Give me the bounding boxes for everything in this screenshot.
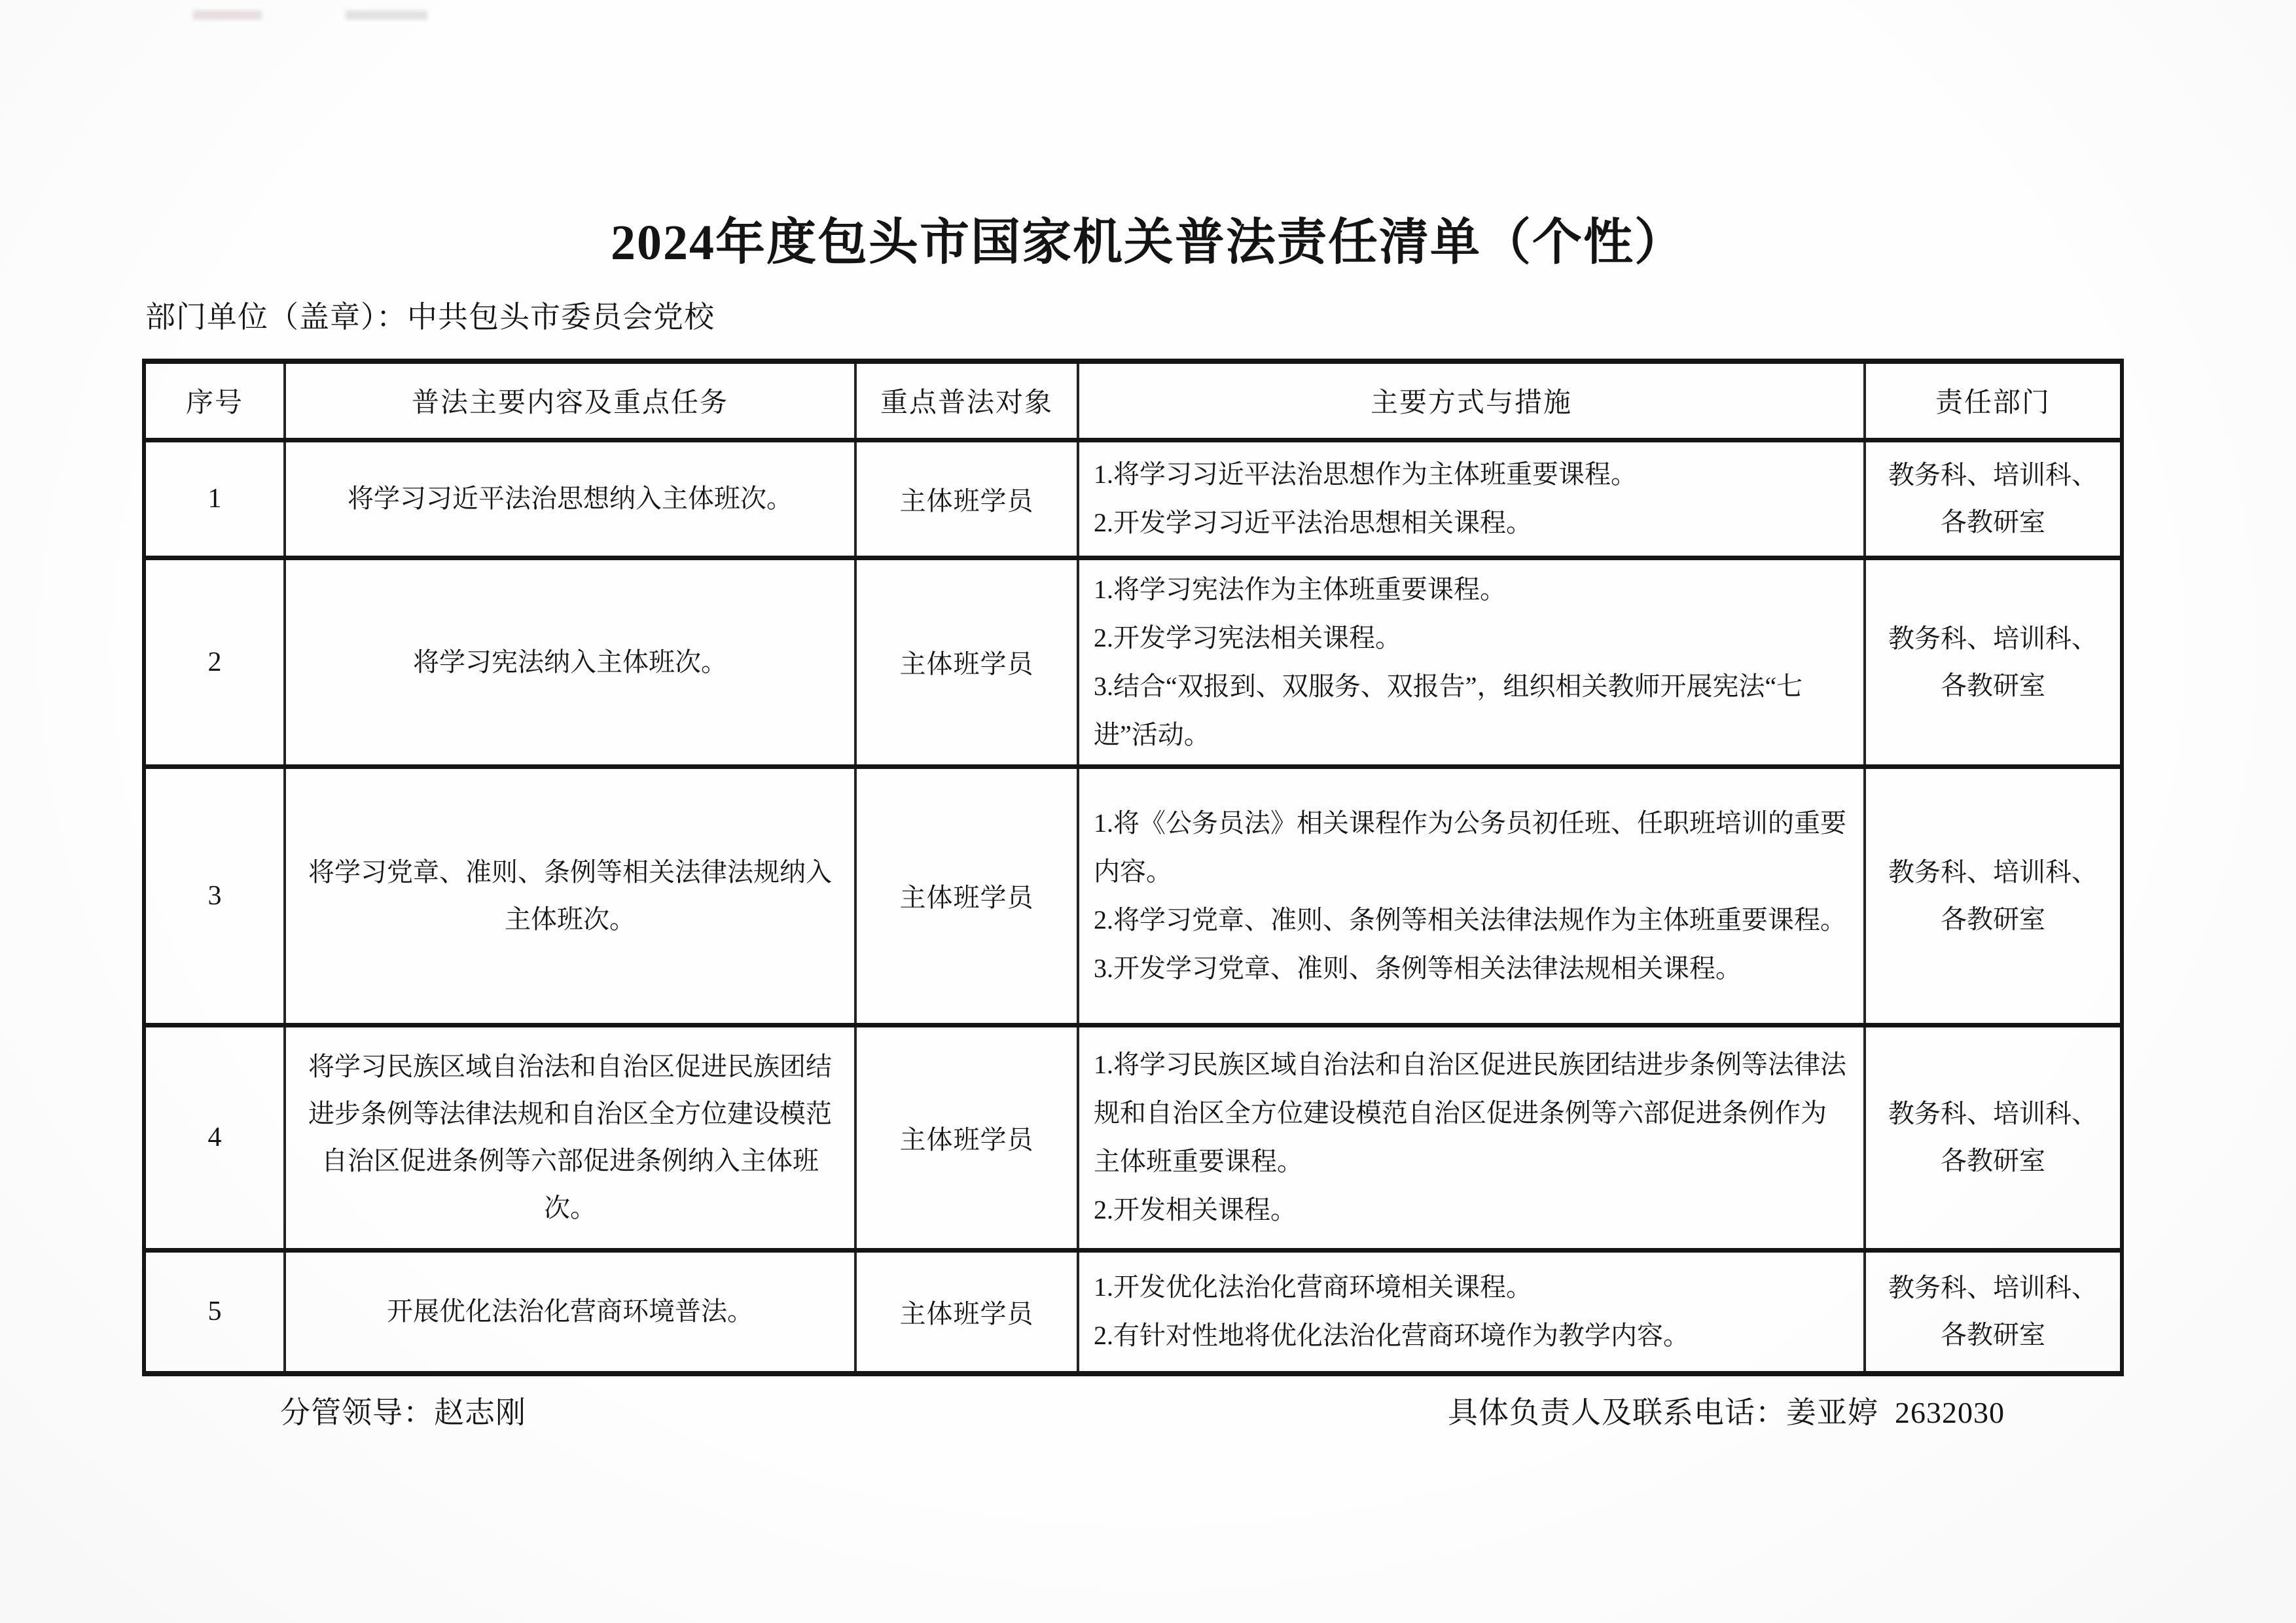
cell-content: 将学习宪法纳入主体班次。	[285, 558, 855, 766]
cell-serial: 2	[144, 558, 285, 766]
cell-measures	[1078, 766, 1865, 1025]
table-row	[144, 440, 2122, 558]
responsible-person-contact-line: 具体负责人及联系电话：姜亚婷 2632030	[1448, 1396, 2005, 1429]
cell-serial: 4	[144, 1025, 285, 1250]
table-row	[144, 1250, 2122, 1374]
cell-target: 主体班学员	[855, 558, 1078, 766]
cell-department: 教务科、培训科、各教研室	[1865, 1025, 2122, 1250]
cell-target: 主体班学员	[855, 766, 1078, 1025]
measure-item: 2.开发学习宪法相关课程。	[1094, 622, 1401, 652]
cell-department: 教务科、培训科、各教研室	[1865, 558, 2122, 766]
measure-item: 1.将学习宪法作为主体班重要课程。	[1094, 574, 1506, 604]
cell-serial: 3	[144, 766, 285, 1025]
cell-measures	[1078, 1250, 1865, 1374]
measure-item: 2.开发相关课程。	[1094, 1195, 1297, 1224]
scan-artifact	[193, 10, 262, 20]
cell-content: 将学习民族区域自治法和自治区促进民族团结进步条例等法律法规和自治区全方位建设模范自治区促进条例等六部促进条例纳入主体班次。	[285, 1025, 855, 1250]
department-seal-line: 部门单位（盖章）：中共包头市委员会党校	[145, 300, 715, 334]
cell-target: 主体班学员	[855, 440, 1078, 558]
cell-serial: 1	[144, 440, 285, 558]
header-target: 重点普法对象	[855, 361, 1078, 440]
cell-department: 教务科、培训科、各教研室	[1865, 766, 2122, 1025]
cell-department: 教务科、培训科、各教研室	[1865, 440, 2122, 558]
cell-target: 主体班学员	[855, 1250, 1078, 1374]
leader-in-charge-line: 分管领导：赵志刚	[280, 1396, 526, 1429]
cell-content: 将学习习近平法治思想纳入主体班次。	[285, 440, 855, 558]
cell-target: 主体班学员	[855, 1025, 1078, 1250]
table-header-row	[144, 361, 2122, 440]
scan-artifact	[346, 10, 427, 20]
measure-item: 2.有针对性地将优化法治化营商环境作为教学内容。	[1094, 1321, 1689, 1351]
header-measures: 主要方式与措施	[1078, 361, 1865, 440]
cell-measures	[1078, 1025, 1865, 1250]
cell-department: 教务科、培训科、各教研室	[1865, 1250, 2122, 1374]
header-serial: 序号	[144, 361, 285, 440]
page-title: 2024年度包头市国家机关普法责任清单（个性）	[611, 215, 1685, 270]
responsibility-table	[142, 359, 2124, 1376]
cell-content: 将学习党章、准则、条例等相关法律法规纳入主体班次。	[285, 766, 855, 1025]
table-row	[144, 766, 2122, 1025]
cell-measures	[1078, 440, 1865, 558]
measure-item: 1.将学习习近平法治思想作为主体班重要课程。	[1094, 459, 1637, 489]
measure-item: 2.将学习党章、准则、条例等相关法律法规作为主体班重要课程。	[1094, 904, 1846, 935]
cell-content: 开展优化法治化营商环境普法。	[285, 1250, 855, 1374]
header-content: 普法主要内容及重点任务	[285, 361, 855, 440]
measure-item: 3.结合“双报到、双服务、双报告”，组织相关教师开展宪法“七进”活动。	[1094, 671, 1803, 749]
cell-measures	[1078, 558, 1865, 766]
table-row	[144, 558, 2122, 766]
cell-serial: 5	[144, 1250, 285, 1374]
measure-item: 3.开发学习党章、准则、条例等相关法律法规相关课程。	[1094, 953, 1742, 983]
measure-item: 1.将学习民族区域自治法和自治区促进民族团结进步条例等法律法规和自治区全方位建设模范自治区促进条例等六部促进条例作为主体班重要课程。	[1094, 1050, 1846, 1176]
measure-item: 1.开发优化法治化营商环境相关课程。	[1094, 1272, 1532, 1302]
measure-item: 1.将《公务员法》相关课程作为公务员初任班、任职班培训的重要内容。	[1094, 808, 1846, 886]
table-row	[144, 1025, 2122, 1250]
measure-item: 2.开发学习习近平法治思想相关课程。	[1094, 508, 1532, 537]
header-department: 责任部门	[1865, 361, 2122, 440]
